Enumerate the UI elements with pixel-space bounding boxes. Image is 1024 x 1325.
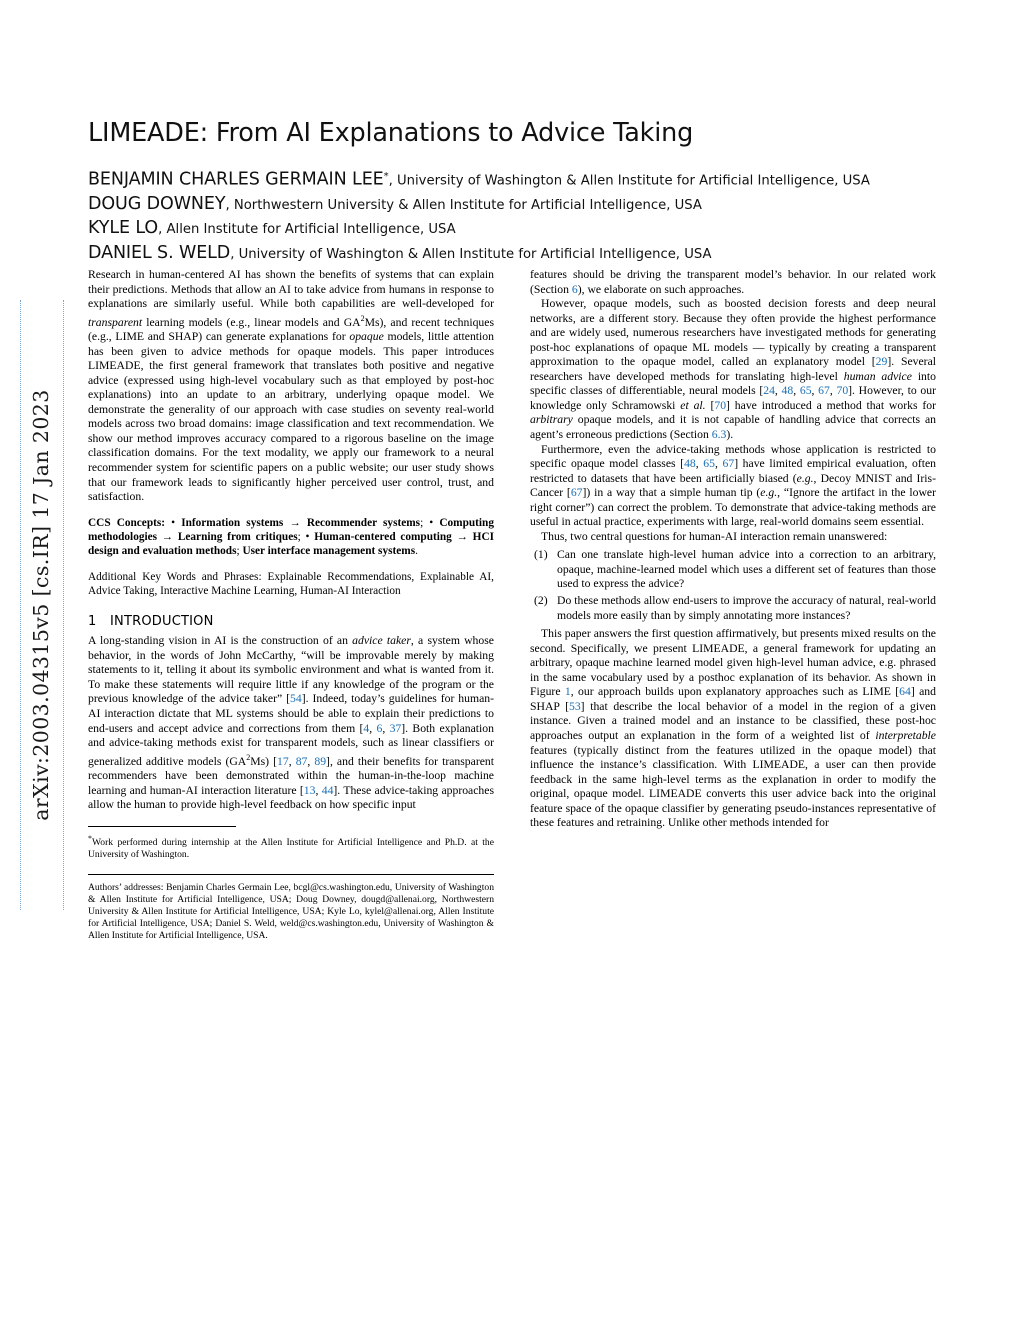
- addresses-divider: [88, 874, 494, 875]
- keywords-label: Additional Key Words and Phrases:: [88, 570, 262, 583]
- right-paragraph-4: Thus, two central questions for human-AI interaction remain unanswered:: [541, 529, 888, 543]
- abstract-text: Research in human-centered AI has shown the benefits of systems that can explain their predictions. Methods that allow an AI to take advice from humans in response to explanations are similarly useful. While both capabilities are well-developed for transparent learning models (e.g., linear models and $GA^2Ms$), and recent techniques (e.g., LIME and SHAP) can generate explanations for opaque models, little attention has been given to advice methods for opaque models. This paper introduces LIMEADE, the first general framework that translates both positive and negative advice (expressed using high-level vocabulary such as that employed by post-hoc explanations) into an update to an arbitrary, underlying opaque model. We demonstrate the generality of our approach with case studies on seventy real-world models across two broad domains: image classification and text recommendation. We show our method improves accuracy compared to a rigorous baseline on the image classification domains. For the text modality, we apply our framework to a neural recommender system for scientific papers on a public website; our user study shows that our framework leads to significantly higher perceived user control, trust, and satisfaction.: [88, 268, 495, 504]
- section-ref-6[interactable]: 6: [571, 282, 578, 296]
- citation-44[interactable]: 44: [321, 783, 334, 797]
- author-entry: [88, 242, 936, 267]
- citation-53[interactable]: 53: [568, 699, 581, 713]
- author-footnote: *Work performed during internship at the Allen Institute for Artificial Intelligence and Ph.D. at the University of Washington.: [88, 833, 494, 860]
- citation-6[interactable]: 6: [376, 721, 383, 735]
- keywords-text: Explainable Recommendations, Explainable AI, Advice Taking, Interactive Machine Learning, Human-AI Interaction: [88, 570, 495, 598]
- section-title: INTRODUCTION: [110, 613, 214, 629]
- author-entry: [88, 217, 936, 242]
- author-name: KYLE LO: [88, 218, 159, 239]
- citation-29[interactable]: 29: [875, 355, 888, 369]
- author-block: [88, 166, 936, 266]
- research-questions-list: [530, 548, 936, 623]
- list-item: [530, 548, 936, 592]
- arxiv-identifier: arXiv:2003.04315v5 [cs.IR] 17 Jan 2023: [29, 389, 53, 821]
- author-entry: [88, 166, 936, 193]
- figure-ref-1[interactable]: 1: [564, 685, 571, 699]
- left-column: [88, 268, 494, 942]
- citation-48[interactable]: 48: [781, 384, 794, 398]
- citation-70b[interactable]: 70: [714, 398, 727, 412]
- list-item-text: Can one translate high-level human advice into a correction to an arbitrary, opaque, machine-learned model which uses a different set of features than those used to express the advice?: [557, 548, 936, 591]
- list-item-text: Do these methods allow end-users to improve the accuracy of natural, real-world models more easily than by simply annotating more instances?: [557, 594, 936, 622]
- stamp-rule-left: [20, 300, 21, 910]
- author-entry: [88, 193, 936, 218]
- author-name: DANIEL S. WELD: [88, 242, 231, 263]
- section-ref-6-3[interactable]: 6.3: [711, 428, 727, 442]
- right-paragraph-3: Furthermore, even the advice-taking methods whose application is restricted to specific opaque model classes [48, 65, 67] have limited empirical evaluation, often restricted to datasets that have been artificially biased (e.g., Decoy MNIST and Iris-Cancer [67]) in a way that a simple human tip (e.g., “Ignore the artifact in the lower right corner”) can correct the problem. To demonstrate that advice-taking methods are useful in actual practice, experiments with large, real-world domains seem essential.: [530, 442, 937, 529]
- citation-48b[interactable]: 48: [684, 457, 696, 471]
- author-addresses: Authors’ addresses: Benjamin Charles Germain Lee, bcgl@cs.washington.edu, University of Washington & Allen Institute for Artificial Intelligence, USA; Doug Downey, dougd@allenai.org, Northwestern University & Allen Institute for Artificial Intelligence, USA; Kyle Lo, kylel@allenai.org, Allen Institute for Artificial Intelligence, USA; Daniel S. Weld, weld@cs.washington.edu, University of Washington & Allen Institute for Artificial Intelligence, USA.: [88, 882, 494, 942]
- citation-37[interactable]: 37: [389, 721, 402, 735]
- list-marker: (2): [534, 594, 548, 608]
- section-heading-introduction: [88, 615, 494, 630]
- right-paragraph-5: This paper answers the first question affirmatively, but presents mixed results on the second. Specifically, we present LIMEADE, a general framework for updating an arbitrary, opaque machine learned model given high-level human advice, e.g. phrased in the same vocabulary used by a posthoc explanation of its behavior. As shown in Figure 1, our approach builds upon explanatory approaches such as LIME [64] and SHAP [53] that describe the local behavior of a model in the region of a given instance. Given a trained model and an instance to be classified, these post-hoc approaches output an explanation in the form of a weighted list of interpretable features (typically distinct from the features utilized in the opaque model) that influence the instance’s classification. With LIMEADE, a user can then provide feedback in the same high-level terms as the explanation in order to modify the original, opaque model. LIMEADE converts this user advice back into the original feature space of the opaque classifier by generating pseudo-instances representative of these features and retraining. Unlike other methods intended for: [530, 627, 936, 830]
- citation-70[interactable]: 70: [836, 384, 849, 398]
- citation-87[interactable]: 87: [295, 754, 308, 768]
- author-name: DOUG DOWNEY: [88, 193, 226, 214]
- author-affiliation: , Northwestern University & Allen Institute for Artificial Intelligence, USA: [225, 197, 702, 213]
- ccs-concepts: CCS Concepts: • Information systems → Recommender systems; • Computing methodologies → Learning from critiques; • Human-centered computing → HCI design and evaluation methods; User interface management systems.: [88, 516, 494, 558]
- citation-13[interactable]: 13: [303, 783, 316, 797]
- list-marker: (1): [534, 548, 548, 562]
- author-affiliation: , University of Washington & Allen Institute for Artificial Intelligence, USA: [230, 246, 712, 262]
- right-paragraph-2: However, opaque models, such as boosted decision forests and deep neural networks, are a different story. Because they often provide the highest performance and are widely used, numerous researchers have investigated methods for generating post-hoc explanations of opaque ML models — typically by creating a transparent approximation to the opaque model, called an explanatory model [29]. Several researchers have developed methods for translating high-level human advice into specific classes of differentiable, neural models [24, 48, 65, 67, 70]. However, to our knowledge only Schramowski et al. [70] have introduced a method that works for arbitrary opaque models, and it is not capable of handling advice that corrects an agent’s erroneous predictions (Section 6.3).: [530, 297, 937, 442]
- author-name: BENJAMIN CHARLES GERMAIN LEE: [88, 169, 384, 190]
- two-column-body: [88, 268, 936, 942]
- citation-64[interactable]: 64: [899, 685, 911, 699]
- arxiv-stamp: [18, 300, 64, 910]
- section-number: 1: [88, 613, 97, 629]
- citation-67c[interactable]: 67: [570, 486, 583, 500]
- author-affiliation: , Allen Institute for Artificial Intelligence, USA: [158, 222, 456, 238]
- citation-89[interactable]: 89: [314, 754, 327, 768]
- right-paragraph-1: features should be driving the transparent model’s behavior. In our related work (Section 6), we elaborate on such approaches.: [530, 268, 936, 296]
- right-column: [530, 268, 936, 942]
- citation-67b[interactable]: 67: [722, 457, 735, 471]
- paper-page: [88, 0, 936, 1325]
- citation-54[interactable]: 54: [290, 692, 302, 706]
- stamp-rule-right: [63, 300, 64, 910]
- list-item: [530, 594, 936, 623]
- ccs-label: CCS Concepts:: [88, 516, 166, 529]
- page-title: LIMEADE: From AI Explanations to Advice Taking: [88, 118, 694, 148]
- citation-65[interactable]: 65: [799, 384, 812, 398]
- author-affiliation: , University of Washington & Allen Institute for Artificial Intelligence, USA: [388, 173, 870, 189]
- keywords: [88, 570, 494, 599]
- citation-17[interactable]: 17: [277, 754, 289, 768]
- citation-24[interactable]: 24: [763, 384, 775, 398]
- citation-67[interactable]: 67: [818, 384, 830, 398]
- author-footnote-marker: *: [383, 171, 389, 182]
- citation-65b[interactable]: 65: [703, 457, 715, 471]
- abstract: [88, 268, 494, 505]
- footnote-divider: [88, 826, 236, 827]
- intro-paragraph-1: A long-standing vision in AI is the construction of an advice taker, a system whose behavior, in the words of John McCarthy, “will be improvable merely by making statements to it, telling it about its symbolic environment and what is wanted from it. To make these statements will require little if any knowledge of the program or the previous knowledge of the advice taker” [54]. Indeed, today’s guidelines for human-AI interaction dictate that ML systems should be able to explain their predictions to end-users and accept advice and corrections from them [4, 6, 37]. Both explanation and advice-taking methods exist for transparent models, such as linear classifiers or generalized additive models $(GA^2Ms)$ [17, 87, 89], and their benefits for transparent recommenders have been demonstrated within the human-in-the-loop machine learning and human-AI interaction literature [13, 44]. These advice-taking approaches allow the human to provide high-level feedback on how specific input: [88, 634, 495, 812]
- citation-4[interactable]: 4: [363, 721, 370, 735]
